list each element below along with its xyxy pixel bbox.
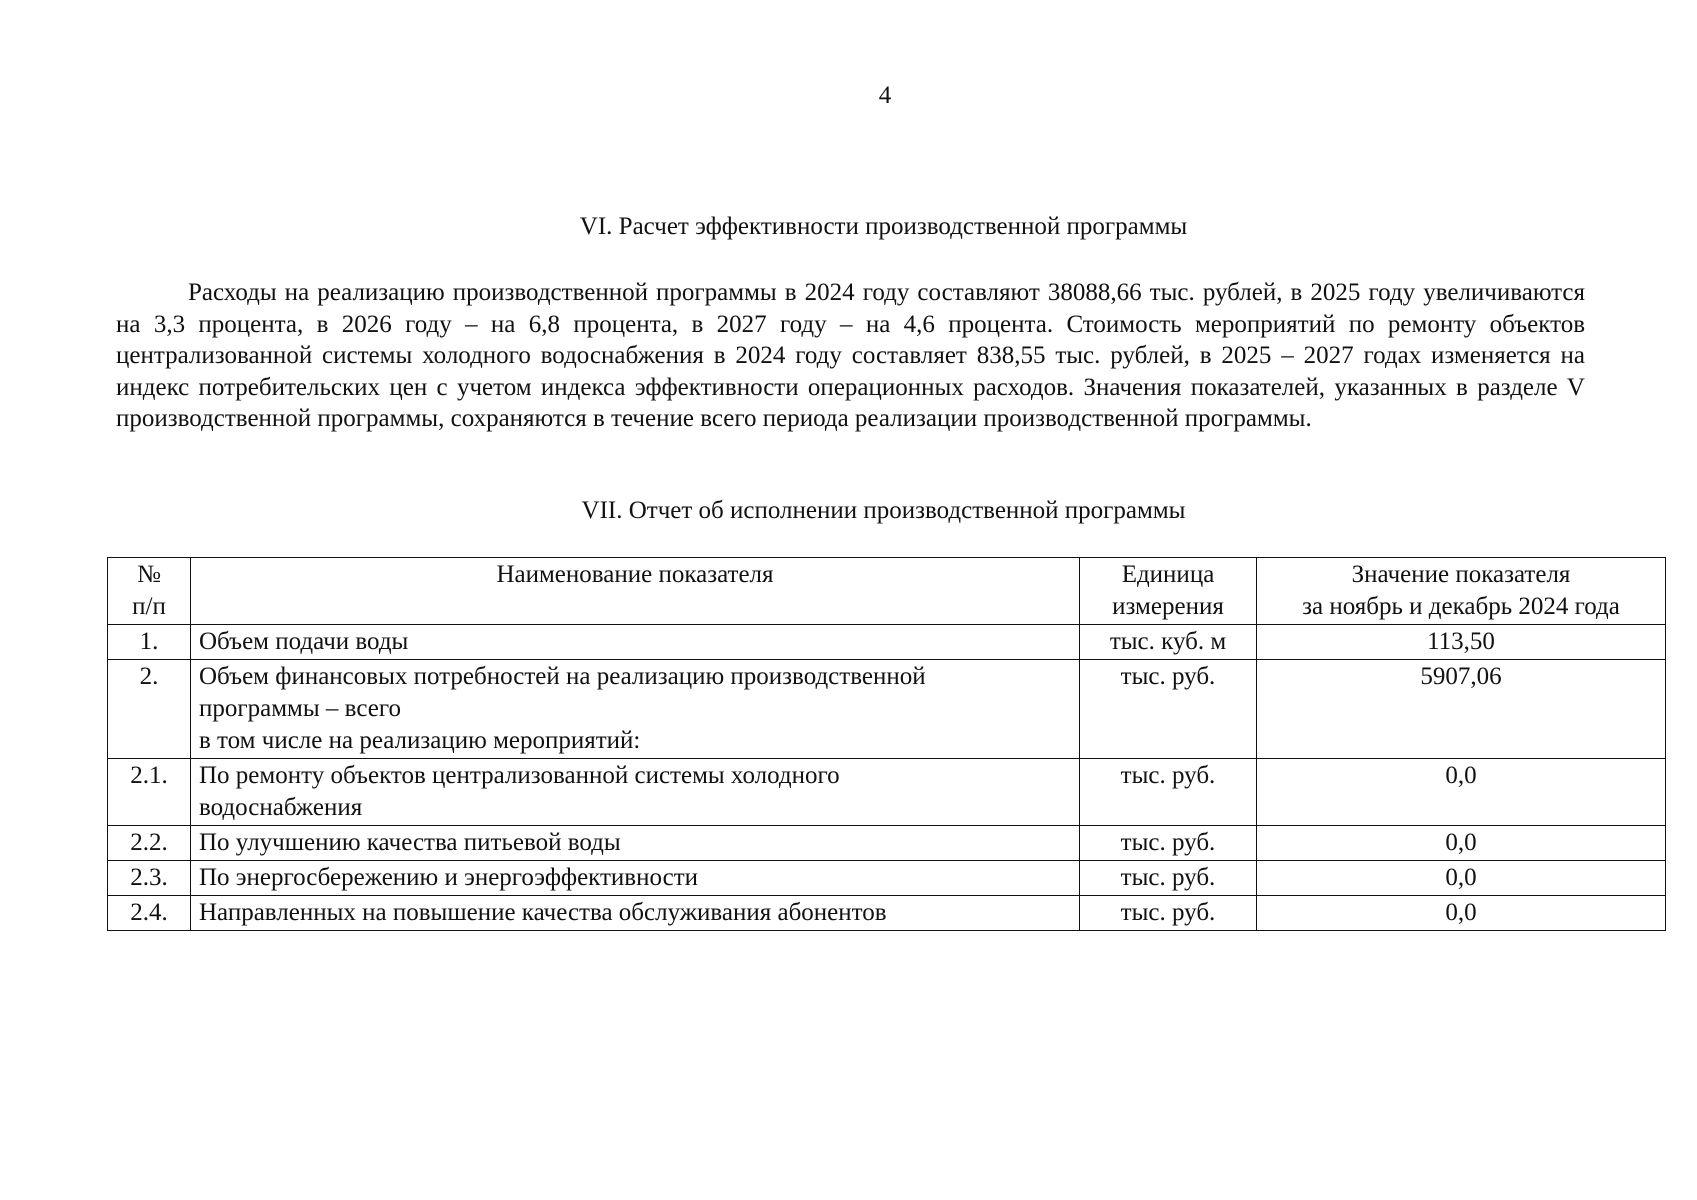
row-unit: тыс. руб. [1080, 861, 1257, 896]
row-value: 0,0 [1257, 896, 1666, 931]
row-name-line: Объем финансовых потребностей на реализацию производственной [199, 663, 926, 690]
table-header-row [108, 558, 1666, 625]
section-vii-title: VII. Отчет об исполнении производственной программы [581, 497, 1186, 524]
row-num: 2.4. [108, 896, 191, 931]
table-row [108, 759, 1666, 826]
header-name [191, 558, 1080, 625]
row-name-line: По улучшению качества питьевой воды [199, 829, 621, 856]
row-name [191, 826, 1080, 861]
row-name-line: программы – всего [199, 695, 401, 722]
table-row [108, 660, 1666, 759]
row-value: 0,0 [1257, 759, 1666, 826]
header-num-line1: № [137, 561, 161, 588]
header-name-text: Наименование показателя [496, 561, 774, 588]
page-number: 4 [878, 82, 892, 109]
row-unit: тыс. руб. [1080, 759, 1257, 826]
header-num [108, 558, 191, 625]
header-value-line2: за ноябрь и декабрь 2024 года [1302, 593, 1620, 620]
header-value-line1: Значение показателя [1351, 561, 1571, 588]
row-name [191, 861, 1080, 896]
table-row [108, 625, 1666, 660]
row-num: 2.3. [108, 861, 191, 896]
row-name-line: Объем подачи воды [199, 628, 409, 655]
table-row [108, 896, 1666, 931]
table-row [108, 826, 1666, 861]
row-unit: тыс. руб. [1080, 896, 1257, 931]
row-name-line: водоснабжения [199, 794, 363, 821]
row-name-line: По ремонту объектов централизованной системы холодного [199, 762, 840, 789]
row-name-line: Направленных на повышение качества обслуживания абонентов [199, 899, 887, 926]
row-name [191, 759, 1080, 826]
row-num: 2. [108, 660, 191, 759]
row-value: 5907,06 [1257, 660, 1666, 759]
row-num: 2.1. [108, 759, 191, 826]
row-value: 0,0 [1257, 826, 1666, 861]
header-unit-line2: измерения [1112, 593, 1224, 620]
row-name-line: По энергосбережению и энергоэффективности [199, 864, 698, 891]
row-name [191, 896, 1080, 931]
row-num: 2.2. [108, 826, 191, 861]
row-name [191, 660, 1080, 759]
row-unit: тыс. руб. [1080, 660, 1257, 759]
row-num: 1. [108, 625, 191, 660]
section-vi-title: VI. Расчет эффективности производственной программы [579, 213, 1188, 240]
header-unit-line1: Единица [1121, 561, 1215, 588]
row-unit: тыс. куб. м [1080, 625, 1257, 660]
section-vi-paragraph: Расходы на реализацию производственной программы в 2024 году составляют 38088,66 тыс. рублей, в 2025 году увеличиваются на 3,3 процента, в 2026 году – на 6,8 процента, в 2027 году – на 4,6 процента. Стоимость мероприятий по ремонту объектов централизованной системы холодного водоснабжения в 2024 году составляет 838,55 тыс. рублей, в 2025 – 2027 годах изменяется на индекс потребительских цен с учетом индекса эффективности операционных расходов. Значения показателей, указанных в разделе V производственной программы, сохраняются в течение всего периода реализации производственной программы. [116, 279, 1585, 432]
row-name [191, 625, 1080, 660]
report-table [107, 557, 1666, 931]
row-name-line: в том числе на реализацию мероприятий: [199, 727, 641, 754]
row-unit: тыс. руб. [1080, 826, 1257, 861]
header-value [1257, 558, 1666, 625]
row-value: 113,50 [1257, 625, 1666, 660]
header-num-line2: п/п [132, 593, 166, 620]
row-value: 0,0 [1257, 861, 1666, 896]
header-unit [1080, 558, 1257, 625]
table-row [108, 861, 1666, 896]
